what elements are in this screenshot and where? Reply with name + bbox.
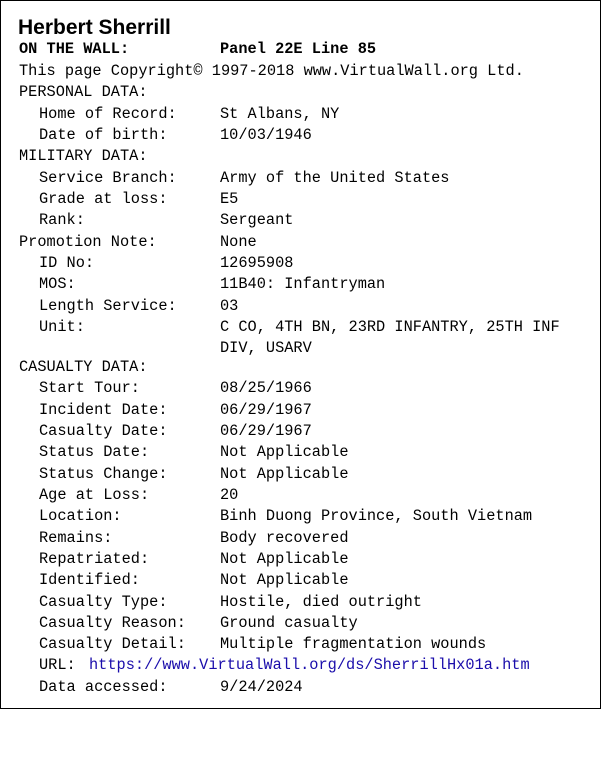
field-label: Start Tour: (39, 379, 140, 397)
wall-row (1, 39, 601, 60)
unit-row (1, 317, 601, 359)
field-value: 11B40: Infantryman (220, 275, 386, 293)
field-label: Data accessed: (39, 678, 168, 696)
casualty-type-row (1, 592, 601, 613)
field-label: Casualty Date: (39, 422, 168, 440)
field-label: Status Date: (39, 443, 150, 461)
casualty-heading (1, 357, 601, 378)
unit-value-line1: C CO, 4TH BN, 23RD INFANTRY, 25TH INF (220, 318, 560, 336)
field-value: Not Applicable (220, 465, 349, 483)
field-label: Status Change: (39, 465, 168, 483)
field-value: 12695908 (220, 254, 294, 272)
field-value: Multiple fragmentation wounds (220, 635, 487, 653)
field-value: Not Applicable (220, 550, 349, 568)
start-row (1, 378, 601, 399)
field-label: Repatriated: (39, 550, 150, 568)
field-label: Age at Loss: (39, 486, 150, 504)
field-value: Binh Duong Province, South Vietnam (220, 507, 533, 525)
home-row (1, 104, 601, 125)
status-change-row (1, 464, 601, 485)
branch-row (1, 168, 601, 189)
personal-heading (1, 82, 601, 103)
id-row (1, 253, 601, 274)
promotion-row (1, 232, 601, 253)
field-label: Casualty Type: (39, 593, 168, 611)
url-row (1, 655, 601, 676)
field-value: Not Applicable (220, 443, 349, 461)
field-value: 06/29/1967 (220, 401, 312, 419)
field-value: Hostile, died outright (220, 593, 422, 611)
section-heading: PERSONAL DATA: (19, 83, 148, 101)
remains-row (1, 528, 601, 549)
field-value: St Albans, NY (220, 105, 340, 123)
field-value: Body recovered (220, 529, 349, 547)
accessed-row (1, 677, 601, 698)
field-value: 06/29/1967 (220, 422, 312, 440)
grade-row (1, 189, 601, 210)
wall-label: ON THE WALL: (19, 40, 130, 58)
field-label: MOS: (39, 275, 76, 293)
field-label: Incident Date: (39, 401, 168, 419)
dob-row (1, 125, 601, 146)
field-label: ID No: (39, 254, 95, 272)
field-label: Location: (39, 507, 122, 525)
field-value: Army of the United States (220, 169, 450, 187)
source-link[interactable]: https://www.VirtualWall.org/ds/SherrillHx01a.htm (89, 656, 530, 674)
field-label: Remains: (39, 529, 113, 547)
rank-row (1, 210, 601, 231)
field-label: Grade at loss: (39, 190, 168, 208)
field-value: Ground casualty (220, 614, 358, 632)
field-value: None (220, 233, 257, 251)
field-value: Not Applicable (220, 571, 349, 589)
length-row (1, 296, 601, 317)
section-heading: CASUALTY DATA: (19, 358, 148, 376)
unit-value-line2: DIV, USARV (220, 339, 312, 357)
copyright-row (1, 61, 601, 82)
incident-row (1, 400, 601, 421)
age-row (1, 485, 601, 506)
field-value: 03 (220, 297, 239, 315)
field-value: 20 (220, 486, 239, 504)
casualty-date-row (1, 421, 601, 442)
repatriated-row (1, 549, 601, 570)
field-value: E5 (220, 190, 239, 208)
field-value: 9/24/2024 (220, 678, 303, 696)
copyright-text: This page Copyright© 1997-2018 www.VirtualWall.org Ltd. (19, 62, 524, 80)
field-label: Casualty Reason: (39, 614, 186, 632)
field-label: Service Branch: (39, 169, 177, 187)
field-label: Identified: (39, 571, 140, 589)
url-label: URL: (39, 656, 76, 674)
location-row (1, 506, 601, 527)
casualty-reason-row (1, 613, 601, 634)
casualty-detail-row (1, 634, 601, 655)
field-label: Date of birth: (39, 126, 168, 144)
field-value: 10/03/1946 (220, 126, 312, 144)
status-date-row (1, 442, 601, 463)
mos-row (1, 274, 601, 295)
field-label: Home of Record: (39, 105, 177, 123)
field-label: Length Service: (39, 297, 177, 315)
wall-value: Panel 22E Line 85 (220, 40, 377, 58)
military-heading (1, 146, 601, 167)
page-title: Herbert Sherrill (18, 16, 171, 39)
field-value: Sergeant (220, 211, 294, 229)
field-label: Promotion Note: (19, 233, 157, 251)
field-label: Casualty Detail: (39, 635, 186, 653)
field-label: Unit: (39, 318, 85, 336)
field-value: 08/25/1966 (220, 379, 312, 397)
identified-row (1, 570, 601, 591)
section-heading: MILITARY DATA: (19, 147, 148, 165)
field-label: Rank: (39, 211, 85, 229)
